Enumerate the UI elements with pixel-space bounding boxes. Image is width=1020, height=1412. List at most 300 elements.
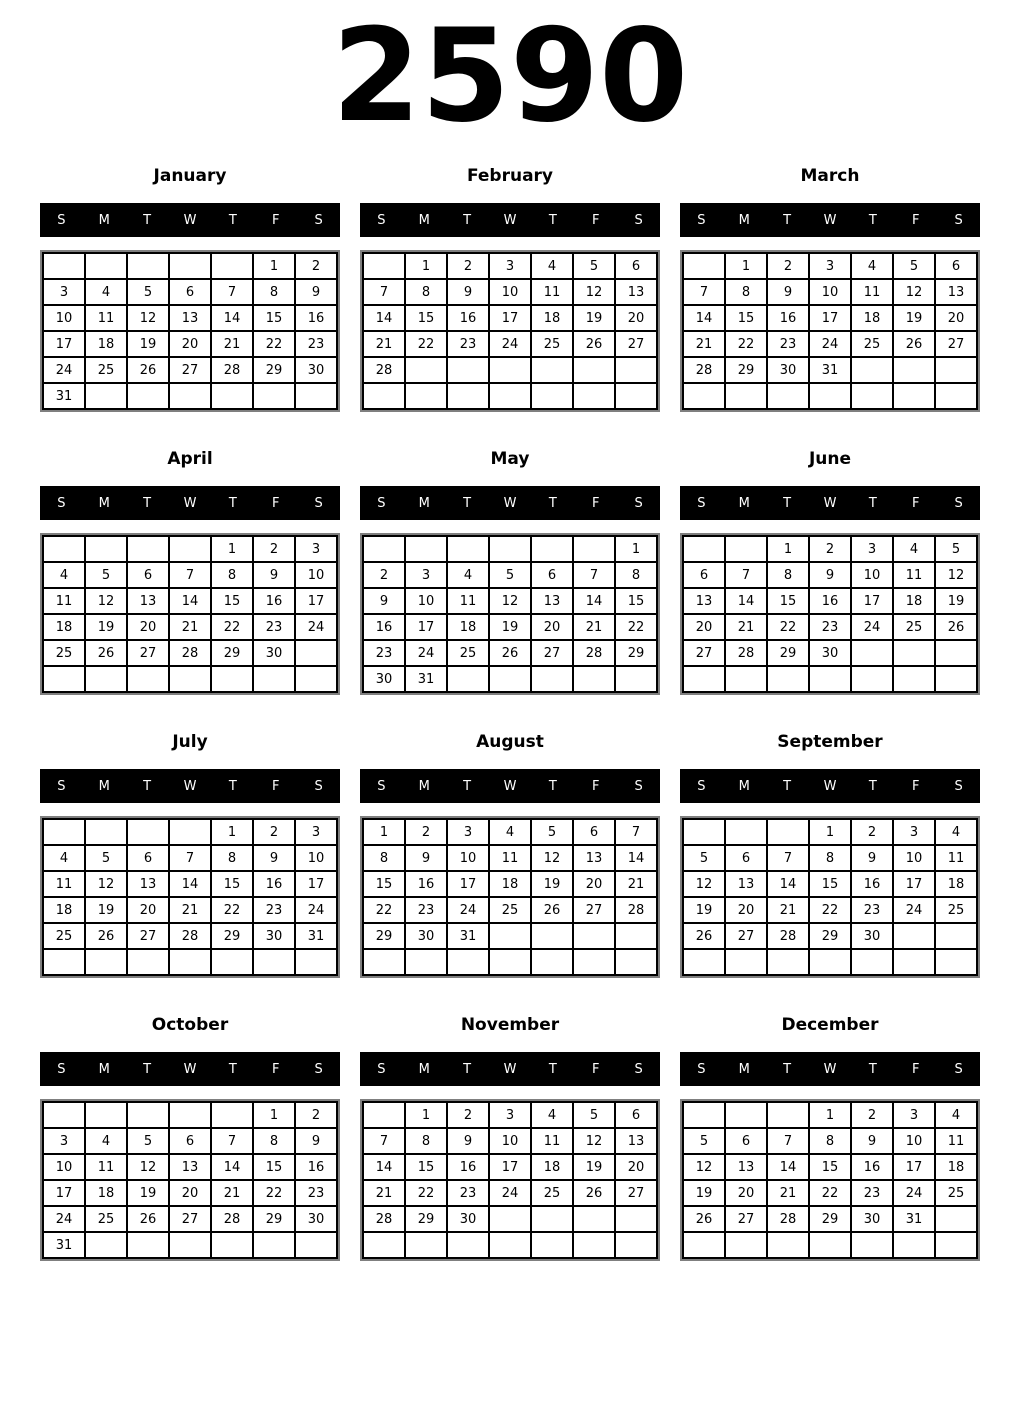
- day-cell: 4: [489, 819, 531, 845]
- day-cell: 30: [253, 923, 295, 949]
- day-cell: 10: [43, 305, 85, 331]
- week-row: [43, 949, 337, 975]
- day-cell: 19: [573, 305, 615, 331]
- day-cell: 5: [573, 1102, 615, 1128]
- day-cell: 4: [447, 562, 489, 588]
- weekday-label: T: [228, 778, 237, 794]
- weekday-label: T: [548, 1061, 557, 1077]
- day-cell: 12: [531, 845, 573, 871]
- day-cell: 3: [405, 562, 447, 588]
- empty-day-cell: [615, 666, 657, 692]
- day-cell: 14: [683, 305, 725, 331]
- empty-day-cell: [851, 1232, 893, 1258]
- day-cell: 10: [809, 279, 851, 305]
- day-cell: 26: [893, 331, 935, 357]
- month-grid-border: [40, 1099, 340, 1261]
- week-row: [683, 923, 977, 949]
- month-grid-border: [360, 250, 660, 412]
- weekday-label: S: [57, 495, 66, 511]
- day-cell: 25: [43, 640, 85, 666]
- empty-day-cell: [615, 1232, 657, 1258]
- day-cell: 7: [573, 562, 615, 588]
- empty-day-cell: [935, 1206, 977, 1232]
- day-cell: 23: [447, 1180, 489, 1206]
- day-cell: 2: [447, 253, 489, 279]
- day-cell: 24: [809, 331, 851, 357]
- day-cell: 6: [935, 253, 977, 279]
- empty-day-cell: [127, 949, 169, 975]
- empty-day-cell: [935, 383, 977, 409]
- empty-day-cell: [85, 819, 127, 845]
- year-title: 2590: [331, 2, 689, 151]
- day-cell: 8: [405, 1128, 447, 1154]
- day-cell: 28: [725, 640, 767, 666]
- day-cell: 6: [725, 845, 767, 871]
- day-cell: 24: [489, 331, 531, 357]
- day-cell: 20: [615, 305, 657, 331]
- day-cell: 25: [531, 1180, 573, 1206]
- empty-day-cell: [363, 536, 405, 562]
- empty-day-cell: [809, 383, 851, 409]
- day-cell: 15: [725, 305, 767, 331]
- empty-day-cell: [253, 949, 295, 975]
- day-cell: 29: [767, 640, 809, 666]
- empty-day-cell: [935, 666, 977, 692]
- week-row: [683, 1102, 977, 1128]
- day-cell: 19: [127, 331, 169, 357]
- empty-day-cell: [767, 1102, 809, 1128]
- day-cell: 11: [489, 845, 531, 871]
- day-cell: 31: [447, 923, 489, 949]
- day-cell: 18: [531, 305, 573, 331]
- day-cell: 29: [363, 923, 405, 949]
- month-december: [680, 1004, 980, 1261]
- weekday-label: M: [98, 1061, 110, 1077]
- weekday-header-row: [360, 486, 660, 520]
- empty-day-cell: [253, 1232, 295, 1258]
- empty-day-cell: [725, 1232, 767, 1258]
- weekday-label: M: [418, 495, 430, 511]
- day-cell: 30: [851, 1206, 893, 1232]
- day-cell: 11: [531, 279, 573, 305]
- empty-day-cell: [405, 1232, 447, 1258]
- day-cell: 26: [489, 640, 531, 666]
- day-cell: 10: [851, 562, 893, 588]
- empty-day-cell: [127, 383, 169, 409]
- day-cell: 14: [169, 871, 211, 897]
- day-cell: 2: [405, 819, 447, 845]
- empty-day-cell: [531, 666, 573, 692]
- empty-day-cell: [295, 1232, 337, 1258]
- week-row: [683, 845, 977, 871]
- weekday-header-row: [40, 1052, 340, 1086]
- week-row: [363, 305, 657, 331]
- day-cell: 26: [85, 640, 127, 666]
- empty-day-cell: [169, 253, 211, 279]
- empty-day-cell: [295, 666, 337, 692]
- day-cell: 25: [851, 331, 893, 357]
- day-cell: 15: [405, 305, 447, 331]
- day-cell: 30: [851, 923, 893, 949]
- empty-day-cell: [489, 1206, 531, 1232]
- day-cell: 16: [253, 588, 295, 614]
- day-cell: 16: [447, 305, 489, 331]
- day-cell: 13: [531, 588, 573, 614]
- weekday-label: W: [503, 778, 517, 794]
- empty-day-cell: [615, 949, 657, 975]
- weekday-label: S: [314, 1061, 323, 1077]
- weekday-label: M: [98, 212, 110, 228]
- empty-day-cell: [43, 666, 85, 692]
- day-cell: 1: [767, 536, 809, 562]
- day-cell: 14: [573, 588, 615, 614]
- weekday-label: W: [503, 495, 517, 511]
- week-row: [363, 640, 657, 666]
- day-cell: 24: [447, 897, 489, 923]
- week-row: [363, 1232, 657, 1258]
- week-row: [43, 279, 337, 305]
- week-row: [363, 331, 657, 357]
- weekday-header-row: [360, 1052, 660, 1086]
- day-cell: 7: [169, 845, 211, 871]
- day-cell: 12: [683, 871, 725, 897]
- day-cell: 20: [573, 871, 615, 897]
- week-row: [683, 253, 977, 279]
- empty-day-cell: [683, 1232, 725, 1258]
- day-cell: 25: [489, 897, 531, 923]
- empty-day-cell: [489, 383, 531, 409]
- day-cell: 21: [615, 871, 657, 897]
- day-cell: 9: [851, 845, 893, 871]
- month-grid-border: [680, 250, 980, 412]
- month-grid-border: [680, 816, 980, 978]
- day-cell: 13: [725, 871, 767, 897]
- month-grid: [682, 535, 978, 693]
- day-cell: 8: [405, 279, 447, 305]
- weekday-label: W: [823, 495, 837, 511]
- day-cell: 21: [767, 1180, 809, 1206]
- day-cell: 9: [295, 1128, 337, 1154]
- weekday-label: S: [954, 1061, 963, 1077]
- week-row: [363, 949, 657, 975]
- empty-day-cell: [615, 1206, 657, 1232]
- empty-day-cell: [169, 949, 211, 975]
- empty-day-cell: [573, 923, 615, 949]
- day-cell: 12: [935, 562, 977, 588]
- weekday-label: F: [591, 778, 600, 794]
- day-cell: 29: [615, 640, 657, 666]
- weekday-label: T: [463, 1061, 472, 1077]
- day-cell: 25: [935, 897, 977, 923]
- day-cell: 7: [767, 845, 809, 871]
- day-cell: 22: [363, 897, 405, 923]
- month-grid-border: [40, 816, 340, 978]
- month-title: March: [800, 166, 860, 186]
- empty-day-cell: [447, 1232, 489, 1258]
- day-cell: 27: [683, 640, 725, 666]
- month-title: July: [172, 732, 208, 752]
- day-cell: 4: [935, 1102, 977, 1128]
- day-cell: 9: [253, 562, 295, 588]
- day-cell: 9: [363, 588, 405, 614]
- weekday-label: T: [228, 495, 237, 511]
- empty-day-cell: [615, 383, 657, 409]
- week-row: [363, 1102, 657, 1128]
- weekday-header-row: [40, 486, 340, 520]
- empty-day-cell: [683, 536, 725, 562]
- day-cell: 3: [295, 819, 337, 845]
- day-cell: 16: [253, 871, 295, 897]
- empty-day-cell: [725, 819, 767, 845]
- day-cell: 20: [169, 331, 211, 357]
- empty-day-cell: [725, 383, 767, 409]
- weekday-label: T: [143, 778, 152, 794]
- day-cell: 1: [211, 819, 253, 845]
- weekday-label: T: [868, 495, 877, 511]
- day-cell: 12: [683, 1154, 725, 1180]
- day-cell: 15: [211, 871, 253, 897]
- day-cell: 3: [893, 819, 935, 845]
- week-row: [683, 666, 977, 692]
- weekday-header-row: [360, 203, 660, 237]
- weekday-label: F: [591, 495, 600, 511]
- day-cell: 11: [935, 845, 977, 871]
- month-title: December: [781, 1015, 879, 1035]
- weekday-label: S: [314, 212, 323, 228]
- day-cell: 14: [169, 588, 211, 614]
- weekday-header-row: [360, 769, 660, 803]
- day-cell: 10: [893, 845, 935, 871]
- month-august: [360, 721, 660, 978]
- empty-day-cell: [363, 1232, 405, 1258]
- weekday-label: F: [911, 212, 920, 228]
- weekday-label: S: [634, 212, 643, 228]
- day-cell: 23: [767, 331, 809, 357]
- weekday-label: S: [377, 778, 386, 794]
- day-cell: 7: [169, 562, 211, 588]
- day-cell: 28: [169, 640, 211, 666]
- day-cell: 1: [253, 253, 295, 279]
- week-row: [683, 588, 977, 614]
- day-cell: 1: [809, 1102, 851, 1128]
- day-cell: 17: [489, 305, 531, 331]
- weekday-label: T: [228, 1061, 237, 1077]
- day-cell: 24: [295, 614, 337, 640]
- month-april: [40, 438, 340, 695]
- week-row: [683, 1206, 977, 1232]
- day-cell: 22: [405, 1180, 447, 1206]
- empty-day-cell: [573, 1232, 615, 1258]
- day-cell: 21: [363, 1180, 405, 1206]
- day-cell: 2: [253, 536, 295, 562]
- day-cell: 1: [405, 253, 447, 279]
- day-cell: 3: [295, 536, 337, 562]
- week-row: [683, 640, 977, 666]
- day-cell: 12: [127, 1154, 169, 1180]
- week-row: [43, 1154, 337, 1180]
- day-cell: 22: [211, 614, 253, 640]
- empty-day-cell: [489, 357, 531, 383]
- day-cell: 22: [809, 897, 851, 923]
- month-grid-border: [360, 816, 660, 978]
- empty-day-cell: [405, 357, 447, 383]
- day-cell: 17: [295, 588, 337, 614]
- day-cell: 31: [893, 1206, 935, 1232]
- day-cell: 5: [573, 253, 615, 279]
- day-cell: 2: [295, 253, 337, 279]
- month-title: February: [466, 166, 554, 186]
- weekday-label: W: [823, 778, 837, 794]
- day-cell: 17: [43, 331, 85, 357]
- weekday-label: F: [271, 495, 280, 511]
- empty-day-cell: [683, 819, 725, 845]
- day-cell: 7: [363, 1128, 405, 1154]
- day-cell: 7: [211, 1128, 253, 1154]
- day-cell: 27: [127, 923, 169, 949]
- day-cell: 12: [573, 279, 615, 305]
- month-november: [360, 1004, 660, 1261]
- day-cell: 17: [893, 1154, 935, 1180]
- week-row: [363, 536, 657, 562]
- day-cell: 3: [809, 253, 851, 279]
- day-cell: 23: [447, 331, 489, 357]
- empty-day-cell: [253, 383, 295, 409]
- day-cell: 27: [127, 640, 169, 666]
- day-cell: 30: [295, 357, 337, 383]
- day-cell: 6: [615, 253, 657, 279]
- empty-day-cell: [169, 1232, 211, 1258]
- day-cell: 5: [85, 845, 127, 871]
- month-grid-border: [40, 533, 340, 695]
- month-grid: [362, 535, 658, 693]
- weekday-header-row: [680, 1052, 980, 1086]
- day-cell: 3: [489, 253, 531, 279]
- week-row: [43, 383, 337, 409]
- day-cell: 25: [935, 1180, 977, 1206]
- day-cell: 22: [211, 897, 253, 923]
- week-row: [363, 819, 657, 845]
- day-cell: 19: [683, 1180, 725, 1206]
- day-cell: 29: [211, 923, 253, 949]
- day-cell: 31: [295, 923, 337, 949]
- empty-day-cell: [211, 383, 253, 409]
- weekday-label: T: [463, 212, 472, 228]
- day-cell: 27: [725, 923, 767, 949]
- empty-day-cell: [683, 1102, 725, 1128]
- empty-day-cell: [935, 949, 977, 975]
- day-cell: 9: [405, 845, 447, 871]
- empty-day-cell: [935, 640, 977, 666]
- day-cell: 2: [295, 1102, 337, 1128]
- day-cell: 17: [447, 871, 489, 897]
- day-cell: 10: [489, 279, 531, 305]
- empty-day-cell: [211, 1232, 253, 1258]
- month-grid: [362, 252, 658, 410]
- day-cell: 3: [447, 819, 489, 845]
- month-grid: [42, 818, 338, 976]
- empty-day-cell: [531, 923, 573, 949]
- month-march: [680, 155, 980, 412]
- day-cell: 2: [809, 536, 851, 562]
- day-cell: 9: [767, 279, 809, 305]
- month-title: September: [777, 732, 883, 752]
- day-cell: 8: [253, 279, 295, 305]
- day-cell: 8: [809, 1128, 851, 1154]
- day-cell: 14: [363, 305, 405, 331]
- day-cell: 23: [295, 331, 337, 357]
- day-cell: 21: [767, 897, 809, 923]
- week-row: [683, 357, 977, 383]
- empty-day-cell: [573, 536, 615, 562]
- day-cell: 23: [363, 640, 405, 666]
- weekday-label: W: [183, 495, 197, 511]
- day-cell: 30: [363, 666, 405, 692]
- empty-day-cell: [295, 640, 337, 666]
- day-cell: 5: [489, 562, 531, 588]
- empty-day-cell: [851, 383, 893, 409]
- weekday-label: F: [911, 495, 920, 511]
- empty-day-cell: [211, 253, 253, 279]
- day-cell: 1: [405, 1102, 447, 1128]
- week-row: [43, 614, 337, 640]
- week-row: [363, 357, 657, 383]
- empty-day-cell: [85, 1102, 127, 1128]
- week-row: [683, 949, 977, 975]
- empty-day-cell: [489, 923, 531, 949]
- week-row: [43, 1128, 337, 1154]
- weekday-label: T: [548, 778, 557, 794]
- empty-day-cell: [489, 1232, 531, 1258]
- weekday-label: W: [503, 212, 517, 228]
- month-june: [680, 438, 980, 695]
- empty-day-cell: [169, 819, 211, 845]
- empty-day-cell: [127, 1232, 169, 1258]
- empty-day-cell: [893, 383, 935, 409]
- day-cell: 1: [725, 253, 767, 279]
- empty-day-cell: [893, 1232, 935, 1258]
- empty-day-cell: [43, 253, 85, 279]
- day-cell: 4: [531, 253, 573, 279]
- week-row: [683, 1180, 977, 1206]
- day-cell: 8: [253, 1128, 295, 1154]
- weekday-label: F: [271, 1061, 280, 1077]
- day-cell: 30: [447, 1206, 489, 1232]
- day-cell: 6: [725, 1128, 767, 1154]
- empty-day-cell: [85, 383, 127, 409]
- day-cell: 19: [683, 897, 725, 923]
- day-cell: 15: [253, 305, 295, 331]
- weekday-label: S: [634, 495, 643, 511]
- week-row: [43, 923, 337, 949]
- day-cell: 15: [405, 1154, 447, 1180]
- month-january: [40, 155, 340, 412]
- empty-day-cell: [169, 666, 211, 692]
- day-cell: 9: [295, 279, 337, 305]
- day-cell: 28: [767, 923, 809, 949]
- week-row: [683, 562, 977, 588]
- empty-day-cell: [893, 640, 935, 666]
- empty-day-cell: [127, 536, 169, 562]
- day-cell: 30: [253, 640, 295, 666]
- weekday-label: M: [98, 778, 110, 794]
- empty-day-cell: [893, 923, 935, 949]
- day-cell: 27: [573, 897, 615, 923]
- empty-day-cell: [615, 357, 657, 383]
- empty-day-cell: [363, 949, 405, 975]
- day-cell: 30: [767, 357, 809, 383]
- day-cell: 26: [573, 331, 615, 357]
- day-cell: 9: [851, 1128, 893, 1154]
